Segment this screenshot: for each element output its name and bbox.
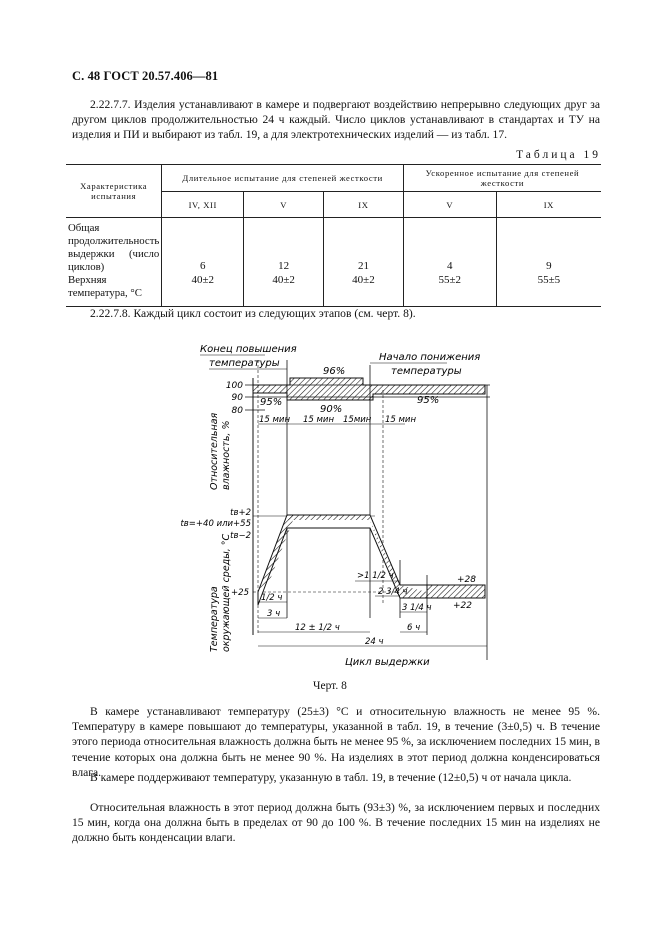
body-paragraph: В камере устанавливают температуру (25±3) °С и относительную влажность не менее 95 %. Температуру в камере повышают до температуры, указанной в табл. 19, в течение (3±0,5) ч. В течение этого периода относительная влажность должна быть не менее 95 %, за исключением последних 15 мин, в течение которых она должна быть не менее 90 %. На изделиях в этот период должна конденсироваться влага.	[72, 705, 600, 779]
table-header-fast-test: Ускоренное испытание для степеней жесткости	[403, 165, 601, 192]
body-paragraph: В камере поддерживают температуру, указанную в табл. 19, в течение (12±0,5) ч от начала цикла.	[90, 771, 572, 784]
table-subheader: IX	[496, 192, 601, 218]
end-rise-label: температуры	[209, 358, 280, 369]
duration-label: 15мин	[343, 415, 372, 425]
table-cell: 40±2	[324, 274, 404, 306]
duration-label: 3 ч	[267, 609, 281, 619]
body-paragraph: Относительная влажность в этот период должна быть (93±3) %, за исключением первых и последних 15 мин, когда она должна быть в пределах от 90 до 100 %. В течение последних 15 мин на изделиях не должно быть конденсации влаги.	[72, 801, 600, 845]
table-header-characteristic: Характеристика испытания	[66, 165, 162, 218]
humidity-axis-title: Относительная	[209, 412, 220, 490]
duration-label: 3 1/4 ч	[402, 603, 432, 613]
table-19	[66, 164, 601, 307]
table-row	[66, 274, 601, 306]
table-subheader: IX	[324, 192, 404, 218]
start-fall-label: Начало понижения	[379, 352, 481, 363]
table-caption: Таблица 19	[516, 149, 601, 161]
duration-label: 15 мин	[303, 415, 335, 425]
table-subheader: IV, XII	[162, 192, 244, 218]
duration-label: 15 мин	[259, 415, 291, 425]
duration-label: 1/2 ч	[261, 593, 283, 603]
temp-label: +25	[231, 588, 249, 598]
duration-label: 15 мин	[385, 415, 417, 425]
temp-final-band	[427, 585, 485, 598]
hum-value-label: 90%	[320, 404, 343, 415]
table-cell: 55±2	[403, 274, 496, 306]
temp-label: tв+2	[230, 508, 251, 518]
paragraph-2-22-7-7: 2.22.7.7. Изделия устанавливают в камере и подвергают воздействию непрерывно следующих друг за другом циклов продолжительностью 24 ч каждый. Число циклов устанавливают в стандартах и ТУ на изделия и ПИ и выбирают из табл. 19, а для электротехнических изделий — из табл. 17.	[72, 98, 600, 142]
temp-right-label: +22	[453, 601, 472, 611]
table-row	[66, 218, 601, 275]
table-cell: 12	[244, 218, 324, 275]
table-cell: 55±5	[496, 274, 601, 306]
table-cell: 4	[403, 218, 496, 275]
temp-plateau-hatch	[287, 515, 370, 520]
temp-right-label: +28	[457, 575, 476, 585]
hum-value-label: 96%	[323, 366, 346, 377]
figure-caption: Черт. 8	[313, 680, 347, 692]
cycle-label: Цикл выдержки	[345, 657, 430, 668]
table-cell: 21	[324, 218, 404, 275]
table-cell: 6	[162, 218, 244, 275]
duration-label: 12 ± 1/2 ч	[295, 623, 340, 633]
table-subheader: V	[403, 192, 496, 218]
duration-label: 2 3/4 ч	[378, 587, 408, 597]
table-header-long-test: Длительное испытание для степеней жесткости	[162, 165, 404, 192]
duration-label: 6 ч	[407, 623, 421, 633]
hum-tick-label: 100	[225, 381, 243, 391]
hum-value-label: 95%	[417, 395, 440, 406]
hum-tick-label: 80	[231, 406, 243, 416]
table-row-label: Верхняя температура, °С	[66, 274, 162, 306]
temp-label: tв=+40 или+55	[180, 519, 251, 529]
hum-value-label: 95%	[260, 397, 283, 408]
temp-axis-title: Температура	[209, 586, 220, 652]
page-header: С. 48 ГОСТ 20.57.406—81	[72, 69, 219, 83]
table-row-label: Общая продолжительность выдержки (число циклов)	[68, 222, 160, 273]
table-subheader: V	[244, 192, 324, 218]
humidity-axis-title: влажность, %	[221, 420, 232, 490]
temp-rise-hatch	[258, 515, 295, 592]
end-rise-label: Конец повышения	[200, 344, 297, 355]
duration-label: >1 1/2 ч	[357, 571, 394, 581]
temp-axis-title: окружающей среды, °С	[221, 533, 232, 652]
cycle-diagram	[180, 330, 505, 670]
start-fall-label: температуры	[391, 366, 462, 377]
paragraph-2-22-7-8: 2.22.7.8. Каждый цикл состоит из следующих этапов (см. черт. 8).	[90, 307, 416, 320]
table-cell: 40±2	[162, 274, 244, 306]
hum-tick-label: 90	[231, 393, 243, 403]
temp-label: tв−2	[230, 531, 251, 541]
duration-label: 24 ч	[365, 637, 384, 647]
table-cell: 40±2	[244, 274, 324, 306]
table-cell: 9	[496, 218, 601, 275]
